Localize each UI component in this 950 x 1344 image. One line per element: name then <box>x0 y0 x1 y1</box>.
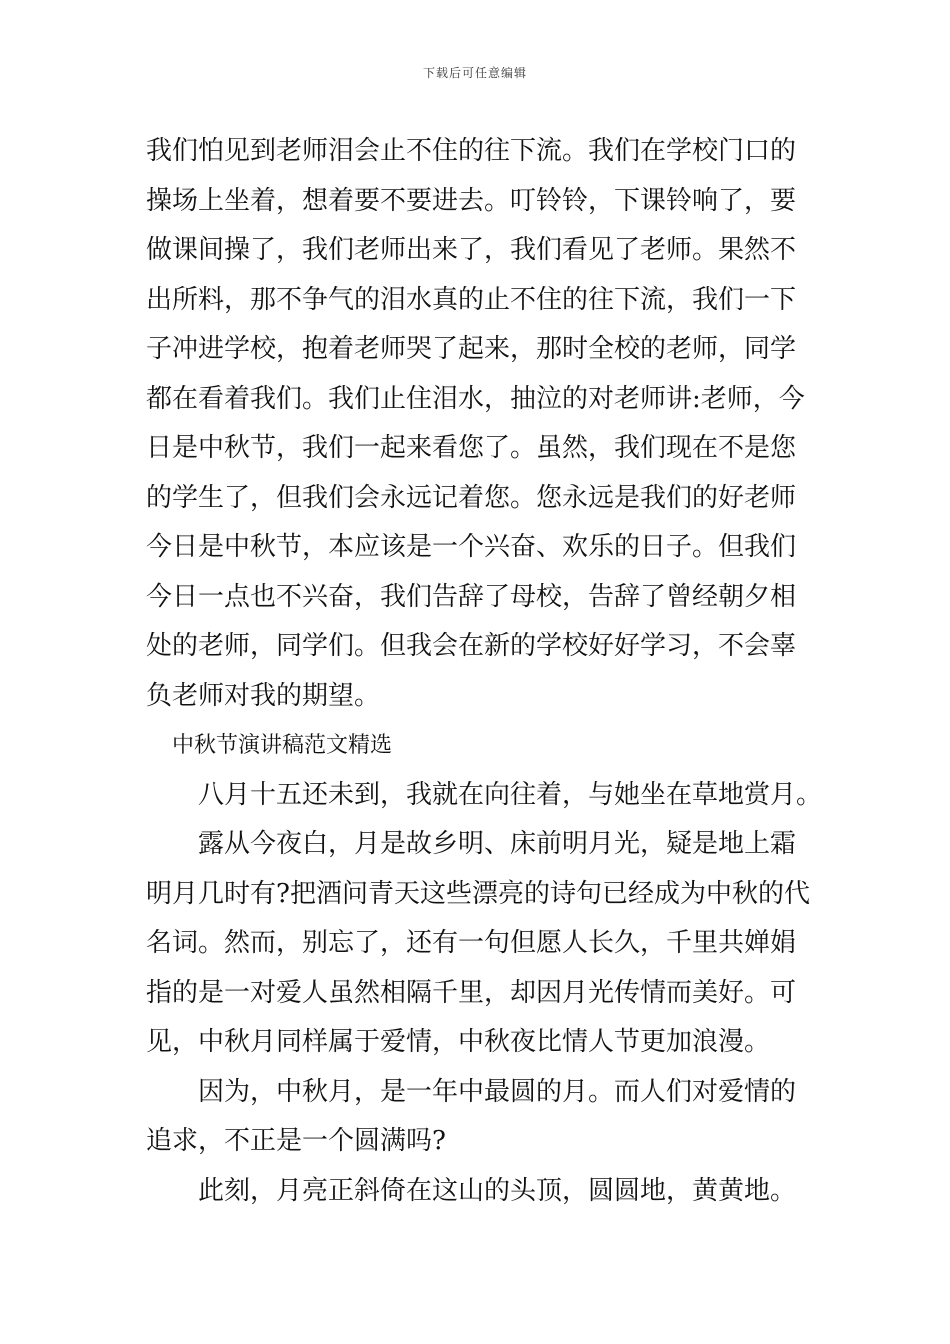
text-line: 我们怕见到老师泪会止不住的往下流。我们在学校门口的 <box>146 136 797 166</box>
text-line: 处的老师，同学们。但我会在新的学校好好学习，不会辜 <box>146 631 797 661</box>
section-title: 中秋节演讲稿范文精选 <box>172 733 393 758</box>
text-line: 负老师对我的期望。 <box>146 680 381 711</box>
text-line: 见，中秋月同样属于爱情，中秋夜比情人节更加浪漫。 <box>146 1027 771 1057</box>
text-line: 指的是一对爱人虽然相隔千里，却因月光传情而美好。可 <box>146 977 797 1008</box>
text-line: 操场上坐着，想着要不要进去。叮铃铃，下课铃响了，要 <box>146 185 797 216</box>
text-line: 都在看着我们。我们止住泪水，抽泣的对老师讲:老师，今 <box>146 383 805 414</box>
paragraph-start: 因为，中秋月，是一年中最圆的月。而人们对爱情的 <box>198 1076 797 1107</box>
paragraph-start: 八月十五还未到，我就在向往着，与她坐在草地赏月。 <box>198 779 823 810</box>
text-line: 明月几时有?把酒问青天这些漂亮的诗句已经成为中秋的代 <box>146 878 810 909</box>
text-line: 的学生了，但我们会永远记着您。您永远是我们的好老师 <box>146 482 797 513</box>
paragraph-start: 此刻，月亮正斜倚在这山的头顶，圆圆地，黄黄地。 <box>198 1175 797 1206</box>
document-body <box>146 127 823 1216</box>
text-line: 名词。然而，别忘了，还有一句但愿人长久，千里共婵娟 <box>146 928 797 958</box>
text-line: 日是中秋节，我们一起来看您了。虽然，我们现在不是您 <box>146 433 797 463</box>
text-line: 出所料，那不争气的泪水真的止不住的往下流，我们一下 <box>146 284 797 315</box>
page-header: 下载后可任意编辑 <box>422 66 527 80</box>
text-line: 追求，不正是一个圆满吗? <box>146 1126 446 1156</box>
paragraph-start: 露从今夜白，月是故乡明、床前明月光，疑是地上霜 <box>198 829 797 859</box>
text-line: 今日一点也不兴奋，我们告辞了母校，告辞了曾经朝夕相 <box>146 581 797 612</box>
text-line: 今日是中秋节，本应该是一个兴奋、欢乐的日子。但我们 <box>146 532 797 562</box>
text-line: 子冲进学校，抱着老师哭了起来，那时全校的老师，同学 <box>146 334 797 364</box>
text-line: 做课间操了，我们老师出来了，我们看见了老师。果然不 <box>146 235 797 265</box>
